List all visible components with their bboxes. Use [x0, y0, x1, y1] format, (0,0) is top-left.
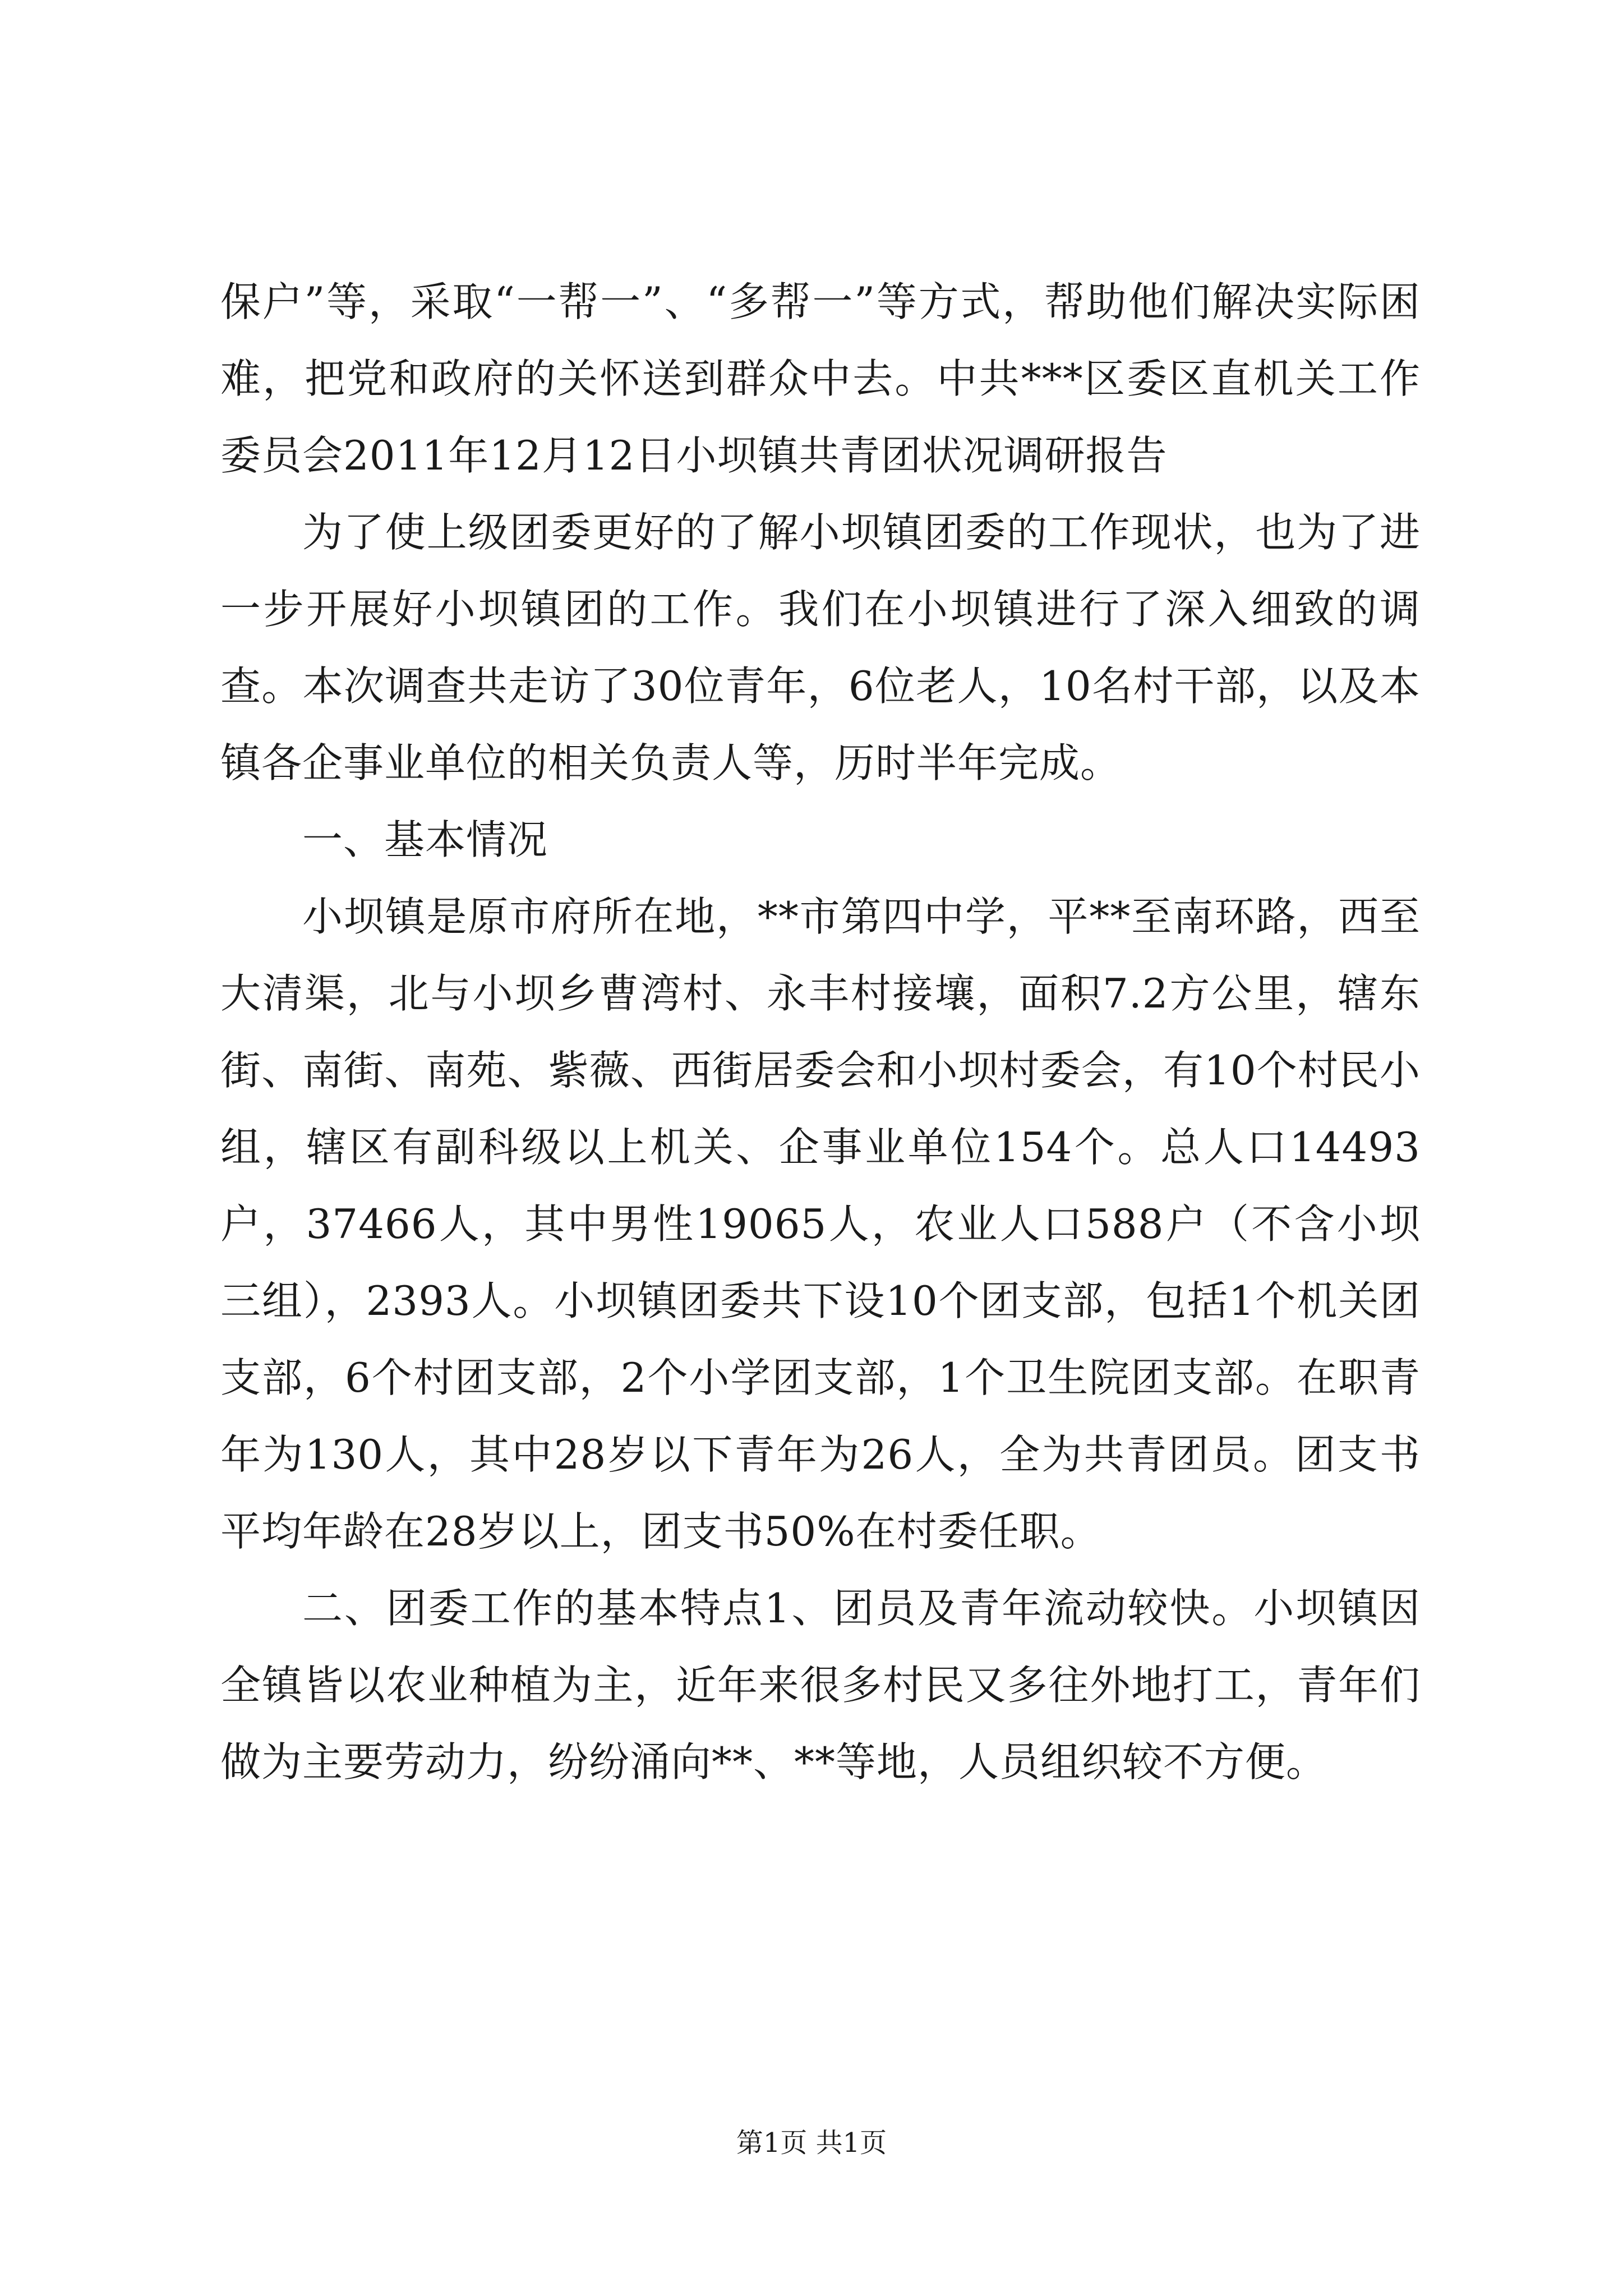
paragraph-intro: 为了使上级团委更好的了解小坝镇团委的工作现状，也为了进一步开展好小坝镇团的工作。我们在小坝镇进行了深入细致的调查。本次调查共走访了30位青年，6位老人，10名村干部，以及本镇各企事业单位的相关负责人等，历时半年完成。 [220, 509, 1421, 786]
section-heading-basic-info: 一、基本情况 [302, 816, 548, 863]
paragraph-basic-info: 小坝镇是原市府所在地，**市第四中学，平**至南环路，西至大清渠，北与小坝乡曹湾村、永丰村接壤，面积7.2方公里，辖东街、南街、南苑、紫薇、西街居委会和小坝村委会，有10个村民小组，辖区有副科级以上机关、企事业单位154个。总人口14493户，37466人，其中男性19065人，农业人口588户（不含小坝三组），2393人。小坝镇团委共下设10个团支部，包括1个机关团支部，6个村团支部，2个小学团支部，1个卫生院团支部。在职青年为130人，其中28岁以下青年为26人，全为共青团员。团支书平均年龄在28岁以上，团支书50%在村委任职。 [220, 893, 1421, 1555]
document-body [220, 264, 1421, 1801]
page-footer: 第1页 共1页 [736, 2127, 887, 2159]
paragraph-characteristics: 二、团委工作的基本特点1、团员及青年流动较快。小坝镇因全镇皆以农业种植为主，近年来很多村民又多往外地打工，青年们做为主要劳动力，纷纷涌向**、**等地，人员组织较不方便。 [220, 1585, 1421, 1786]
paragraph-continuation: 保户”等，采取“一帮一”、“多帮一”等方式，帮助他们解决实际困难，把党和政府的关怀送到群众中去。中共***区委区直机关工作委员会2011年12月12日小坝镇共青团状况调研报告 [220, 278, 1421, 479]
